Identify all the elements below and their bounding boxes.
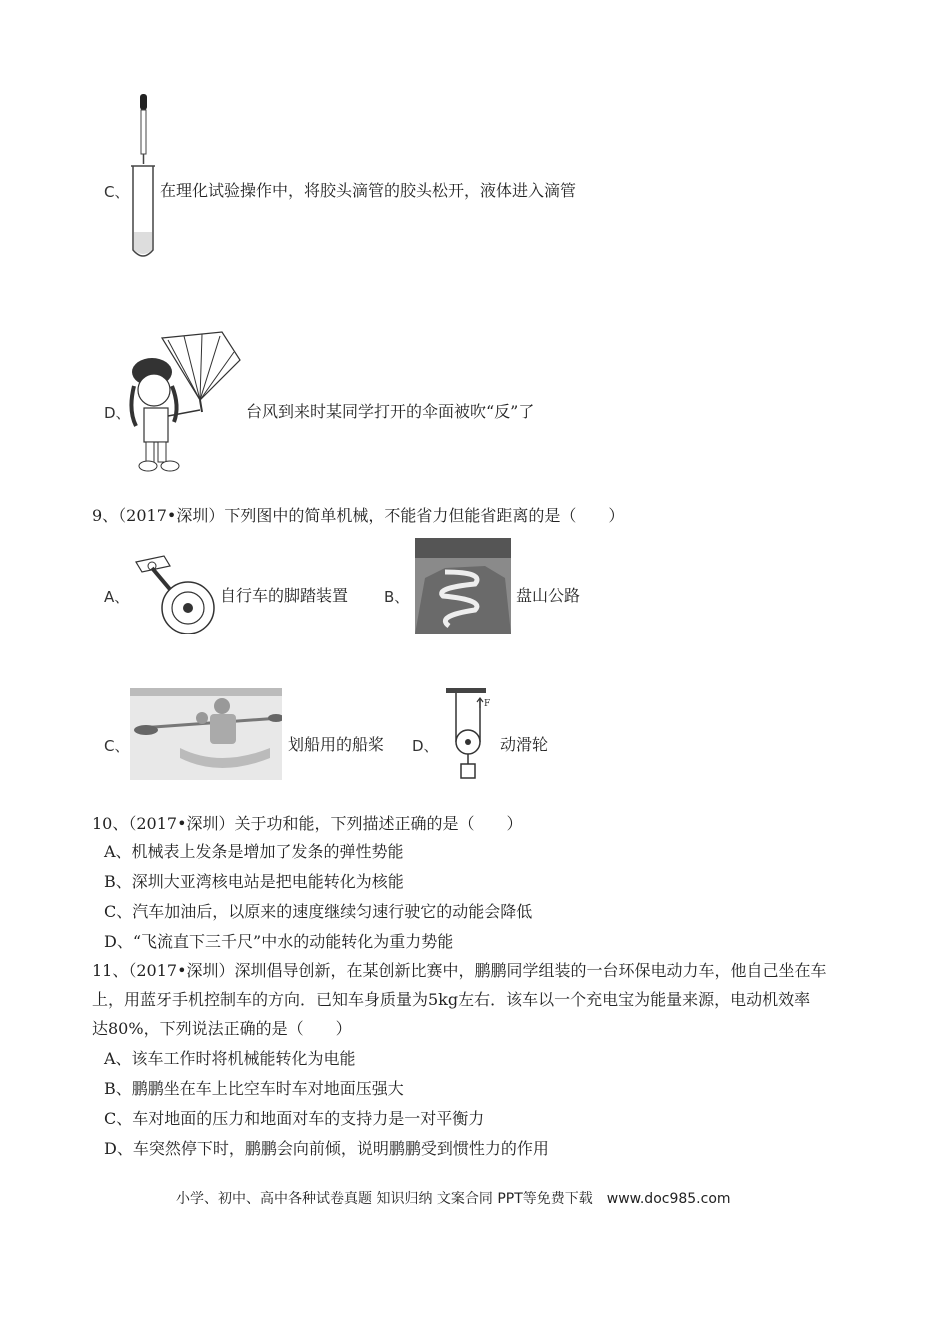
q9-stem: 9、（2017•深圳）下列图中的简单机械，不能省力但能省距离的是（ ） — [92, 506, 625, 525]
q8-c-text: 在理化试验操作中，将胶头滴管的胶头松开，液体进入滴管 — [160, 181, 577, 200]
q9-c-label: C、 — [104, 737, 130, 755]
mountain-road-photo-icon — [415, 538, 511, 634]
q9-d-label: D、 — [412, 737, 439, 755]
q9-c-text: 划船用的船桨 — [288, 735, 385, 754]
q9-b-label: B、 — [384, 588, 410, 606]
q10-option-d: D、“飞流直下三千尺”中水的动能转化为重力势能 — [104, 932, 454, 951]
girl-with-inverted-umbrella-icon — [122, 330, 242, 475]
q9-a-text: 自行车的脚踏装置 — [220, 586, 349, 605]
svg-text:F: F — [484, 699, 491, 709]
dropper-in-test-tube-icon — [128, 92, 158, 262]
bicycle-pedal-icon — [130, 548, 218, 634]
q8-c-label: C、 — [104, 183, 130, 201]
movable-pulley-icon — [440, 686, 496, 782]
q11-option-c: C、车对地面的压力和地面对车的支持力是一对平衡力 — [104, 1109, 485, 1128]
q10-option-a: A、机械表上发条是增加了发条的弹性势能 — [104, 842, 404, 861]
q11-stem-line-2: 上，用蓝牙手机控制车的方向．已知车身质量为5kg左右．该车以一个充电宝为能量来源，电动机效率 — [92, 990, 811, 1009]
q11-option-a: A、该车工作时将机械能转化为电能 — [104, 1049, 356, 1068]
q11-option-d: D、车突然停下时，鹏鹏会向前倾，说明鹏鹏受到惯性力的作用 — [104, 1139, 549, 1158]
q8-d-text: 台风到来时某同学打开的伞面被吹“反”了 — [246, 402, 535, 421]
q10-stem: 10、（2017•深圳）关于功和能，下列描述正确的是（ ） — [92, 814, 523, 833]
q11-stem-line-3: 达80%，下列说法正确的是（ ） — [92, 1019, 352, 1038]
q9-d-text: 动滑轮 — [500, 735, 549, 754]
q11-option-b: B、鹏鹏坐在车上比空车时车对地面压强大 — [104, 1079, 404, 1098]
q11-stem-line-1: 11、（2017•深圳）深圳倡导创新，在某创新比赛中，鹏鹏同学组装的一台环保电动力车，他自己坐在车 — [92, 961, 827, 980]
q9-a-label: A、 — [104, 588, 130, 606]
q8-d-label: D、 — [104, 404, 131, 422]
page-footer: 小学、初中、高中各种试卷真题 知识归纳 文案合同 PPT等免费下载 www.doc985.com — [176, 1191, 731, 1207]
q10-option-b: B、深圳大亚湾核电站是把电能转化为核能 — [104, 872, 404, 891]
q9-b-text: 盘山公路 — [516, 586, 581, 605]
rowing-photo-icon — [130, 688, 282, 780]
q10-option-c: C、汽车加油后，以原来的速度继续匀速行驶它的动能会降低 — [104, 902, 533, 921]
